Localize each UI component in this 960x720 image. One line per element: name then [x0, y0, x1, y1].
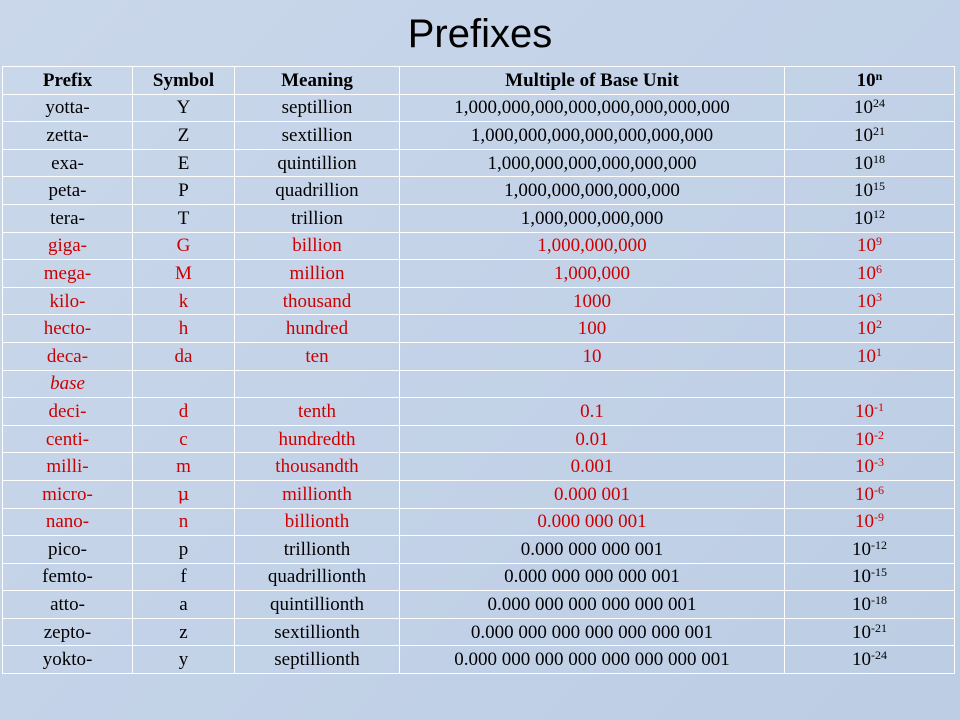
cell-symbol: f [133, 563, 235, 591]
power-exponent: -6 [874, 482, 884, 497]
power-exponent: 12 [873, 206, 885, 221]
power-base: 10 [857, 318, 876, 340]
power-exponent: -12 [871, 537, 887, 552]
cell-multiple: 0.001 [400, 453, 785, 481]
cell-meaning: quadrillion [235, 177, 400, 205]
table-row [3, 149, 955, 177]
cell-meaning: hundred [235, 315, 400, 343]
cell-meaning: billionth [235, 508, 400, 536]
power-exponent: -21 [871, 620, 887, 635]
cell-multiple: 10 [400, 342, 785, 370]
cell-prefix: milli- [3, 453, 133, 481]
header-row [3, 67, 955, 95]
cell-symbol: M [133, 260, 235, 288]
power-exponent: 24 [873, 96, 885, 111]
table-row [3, 618, 955, 646]
table-row [3, 480, 955, 508]
table-row [3, 398, 955, 426]
cell-power [785, 563, 955, 591]
header-meaning: Meaning [235, 67, 400, 95]
power-exponent: -15 [871, 565, 887, 580]
power-base: 10 [852, 594, 871, 616]
cell-meaning: million [235, 260, 400, 288]
cell-multiple: 100 [400, 315, 785, 343]
cell-prefix: zetta- [3, 122, 133, 150]
cell-meaning: sextillion [235, 122, 400, 150]
cell-multiple: 0.000 000 000 000 000 000 000 001 [400, 646, 785, 674]
cell-power [785, 315, 955, 343]
cell-symbol: h [133, 315, 235, 343]
power-base: 10 [854, 180, 873, 202]
cell-power [785, 177, 955, 205]
cell-prefix: base [3, 370, 133, 398]
cell-prefix: pico- [3, 536, 133, 564]
cell-meaning: trillion [235, 204, 400, 232]
cell-power [785, 425, 955, 453]
cell-prefix: giga- [3, 232, 133, 260]
cell-prefix: atto- [3, 591, 133, 619]
table-row [3, 342, 955, 370]
cell-meaning: quintillion [235, 149, 400, 177]
power-exponent: -9 [874, 510, 884, 525]
cell-prefix: tera- [3, 204, 133, 232]
table-row [3, 536, 955, 564]
cell-symbol: G [133, 232, 235, 260]
cell-multiple: 1,000,000,000,000,000,000,000 [400, 122, 785, 150]
power-exponent: -3 [874, 455, 884, 470]
power-base: 10 [857, 290, 876, 312]
cell-power [785, 204, 955, 232]
power-base: 10 [852, 649, 871, 671]
table-row [3, 122, 955, 150]
table-row [3, 177, 955, 205]
header-multiple: Multiple of Base Unit [400, 67, 785, 95]
cell-prefix: yotta- [3, 94, 133, 122]
cell-symbol: c [133, 425, 235, 453]
cell-prefix: micro- [3, 480, 133, 508]
cell-symbol: y [133, 646, 235, 674]
cell-power [785, 536, 955, 564]
cell-meaning: tenth [235, 398, 400, 426]
power-base: 10 [857, 235, 876, 257]
power-base: 10 [852, 566, 871, 588]
header-prefix: Prefix [3, 67, 133, 95]
cell-multiple [400, 370, 785, 398]
cell-power [785, 260, 955, 288]
header-symbol: Symbol [133, 67, 235, 95]
power-base: 10 [855, 483, 874, 505]
cell-prefix: centi- [3, 425, 133, 453]
cell-meaning: septillionth [235, 646, 400, 674]
cell-power [785, 508, 955, 536]
cell-symbol: μ [133, 480, 235, 508]
cell-multiple: 1,000,000,000,000,000,000 [400, 149, 785, 177]
cell-meaning: thousandth [235, 453, 400, 481]
cell-power [785, 287, 955, 315]
cell-symbol: n [133, 508, 235, 536]
cell-prefix: kilo- [3, 287, 133, 315]
cell-meaning: septillion [235, 94, 400, 122]
cell-prefix: deci- [3, 398, 133, 426]
header-power-base: 10 [856, 69, 876, 91]
cell-power [785, 618, 955, 646]
cell-meaning: billion [235, 232, 400, 260]
table-row [3, 508, 955, 536]
cell-meaning: thousand [235, 287, 400, 315]
power-exponent: -2 [874, 427, 884, 442]
cell-prefix: exa- [3, 149, 133, 177]
power-base: 10 [855, 456, 874, 478]
cell-power [785, 480, 955, 508]
power-base: 10 [857, 345, 876, 367]
cell-multiple: 0.000 001 [400, 480, 785, 508]
cell-prefix: hecto- [3, 315, 133, 343]
table-row [3, 425, 955, 453]
cell-symbol: da [133, 342, 235, 370]
header-power [785, 67, 955, 95]
cell-symbol: Z [133, 122, 235, 150]
table-row [3, 204, 955, 232]
power-base: 10 [852, 538, 871, 560]
power-base: 10 [854, 152, 873, 174]
cell-power [785, 646, 955, 674]
cell-power [785, 453, 955, 481]
table-row [3, 370, 955, 398]
cell-power [785, 370, 955, 398]
cell-multiple: 0.000 000 000 000 000 001 [400, 591, 785, 619]
prefix-table [2, 66, 955, 674]
cell-symbol: k [133, 287, 235, 315]
cell-multiple: 1,000,000,000,000,000,000,000,000 [400, 94, 785, 122]
cell-meaning: quadrillionth [235, 563, 400, 591]
power-base: 10 [855, 400, 874, 422]
table-row [3, 260, 955, 288]
cell-symbol: a [133, 591, 235, 619]
cell-symbol: z [133, 618, 235, 646]
cell-power [785, 149, 955, 177]
power-exponent: 6 [876, 261, 882, 276]
table-row [3, 563, 955, 591]
power-exponent: -18 [871, 593, 887, 608]
cell-multiple: 0.000 000 001 [400, 508, 785, 536]
cell-multiple: 1,000,000,000,000 [400, 204, 785, 232]
power-exponent: 9 [876, 234, 882, 249]
cell-multiple: 0.000 000 000 000 000 000 001 [400, 618, 785, 646]
power-exponent: 18 [873, 151, 885, 166]
slide-title: Prefixes [407, 12, 553, 56]
power-base: 10 [854, 124, 873, 146]
cell-prefix: yokto- [3, 646, 133, 674]
cell-power [785, 122, 955, 150]
power-exponent: 15 [873, 179, 885, 194]
cell-multiple: 1000 [400, 287, 785, 315]
cell-meaning [235, 370, 400, 398]
cell-meaning: ten [235, 342, 400, 370]
table-row [3, 232, 955, 260]
table-row [3, 94, 955, 122]
cell-symbol: E [133, 149, 235, 177]
power-exponent: 1 [876, 344, 882, 359]
cell-symbol: d [133, 398, 235, 426]
cell-prefix: zepto- [3, 618, 133, 646]
cell-prefix: nano- [3, 508, 133, 536]
cell-power [785, 232, 955, 260]
power-base: 10 [852, 621, 871, 643]
power-exponent: 3 [876, 289, 882, 304]
header-power-exp: n [875, 68, 883, 83]
cell-multiple: 0.000 000 000 000 001 [400, 563, 785, 591]
cell-prefix: mega- [3, 260, 133, 288]
power-exponent: 21 [873, 123, 885, 138]
cell-prefix: peta- [3, 177, 133, 205]
cell-multiple: 1,000,000 [400, 260, 785, 288]
cell-symbol: m [133, 453, 235, 481]
table-row [3, 453, 955, 481]
table-row [3, 646, 955, 674]
cell-meaning: hundredth [235, 425, 400, 453]
cell-power [785, 591, 955, 619]
cell-meaning: millionth [235, 480, 400, 508]
power-base: 10 [854, 207, 873, 229]
cell-prefix: femto- [3, 563, 133, 591]
table-body [3, 94, 955, 673]
power-base: 10 [857, 262, 876, 284]
table-row [3, 591, 955, 619]
cell-multiple: 0.000 000 000 001 [400, 536, 785, 564]
cell-power [785, 342, 955, 370]
cell-meaning: trillionth [235, 536, 400, 564]
cell-meaning: sextillionth [235, 618, 400, 646]
power-base: 10 [855, 511, 874, 533]
power-exponent: 2 [876, 317, 882, 332]
cell-multiple: 1,000,000,000 [400, 232, 785, 260]
cell-power [785, 94, 955, 122]
cell-symbol: P [133, 177, 235, 205]
cell-multiple: 0.1 [400, 398, 785, 426]
power-exponent: -24 [871, 648, 887, 663]
cell-symbol: p [133, 536, 235, 564]
table-row [3, 315, 955, 343]
cell-symbol [133, 370, 235, 398]
cell-symbol: T [133, 204, 235, 232]
cell-multiple: 1,000,000,000,000,000 [400, 177, 785, 205]
power-exponent: -1 [874, 399, 884, 414]
power-base: 10 [855, 428, 874, 450]
cell-meaning: quintillionth [235, 591, 400, 619]
table-row [3, 287, 955, 315]
power-base: 10 [854, 97, 873, 119]
cell-multiple: 0.01 [400, 425, 785, 453]
cell-symbol: Y [133, 94, 235, 122]
cell-power [785, 398, 955, 426]
cell-prefix: deca- [3, 342, 133, 370]
